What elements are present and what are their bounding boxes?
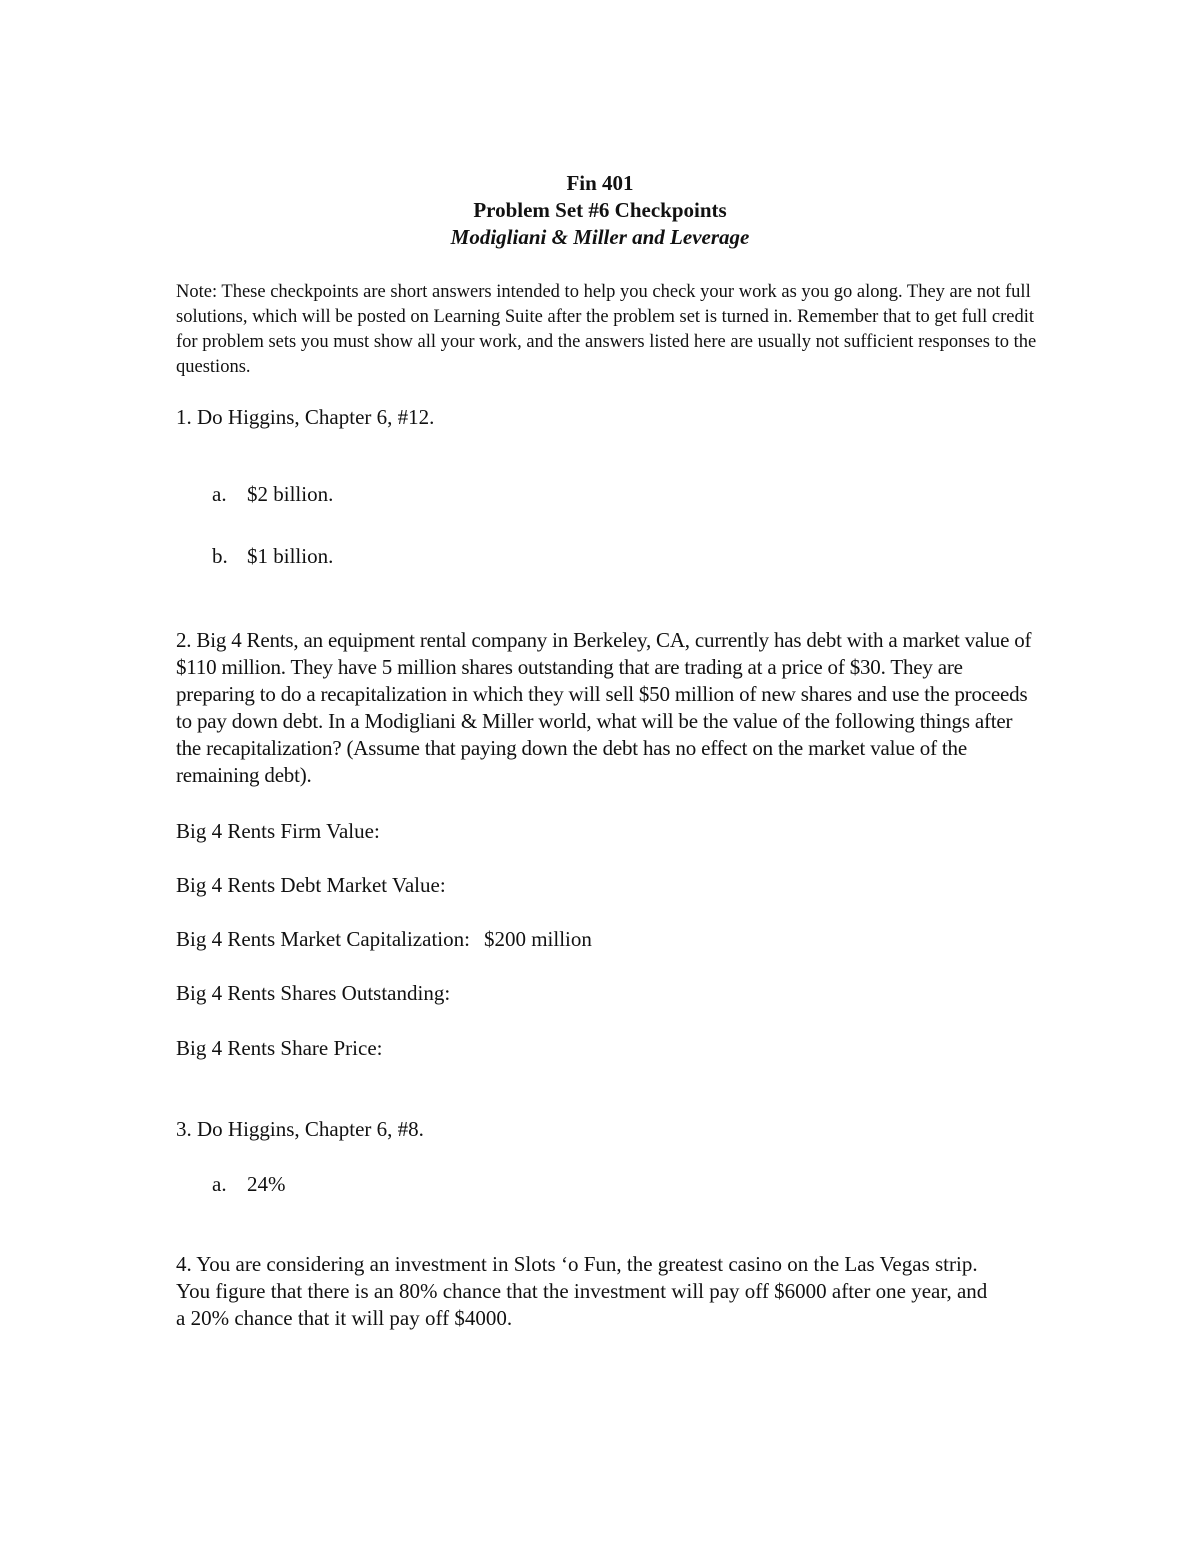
field-firm-value (176, 818, 394, 845)
field-label: Big 4 Rents Share Price: (176, 1036, 383, 1060)
note-paragraph: Note: These checkpoints are short answers intended to help you check your work as you go along. They are not full solutions, which will be posted on Learning Suite after the problem set is turned in. Remember that to get full credit for problem sets you must show all your work, and the answers listed here are usually not sufficient responses to the questions. (176, 282, 1037, 377)
question-2: 2. Big 4 Rents, an equipment rental company in Berkeley, CA, currently has debt with a market value of $110 million. They have 5 million shares outstanding that are trading at a price of $30. They are preparing to do a recapitalization in which they will sell $50 million of new shares and use the proceeds to pay down debt. In a Modigliani & Miller world, what will be the value of the following things after the recapitalization? (Assume that paying down the debt has no effect on the market value of the remaining debt). (176, 628, 1032, 787)
field-label: Big 4 Rents Debt Market Value: (176, 873, 446, 897)
question-1: 1. Do Higgins, Chapter 6, #12. (176, 405, 435, 429)
field-value: $200 million (483, 927, 592, 951)
answer-value: $2 billion. (247, 482, 334, 506)
field-shares-outstanding (176, 980, 464, 1007)
field-share-price (176, 1035, 396, 1062)
field-market-capitalization (176, 926, 592, 953)
question-3: 3. Do Higgins, Chapter 6, #8. (176, 1117, 424, 1141)
question-4: 4. You are considering an investment in Slots ‘o Fun, the greatest casino on the Las Vegas strip. You figure that there is an 80% chance that the investment will pay off $6000 after one year, and a 20% chance that it will pay off $4000. (176, 1252, 988, 1330)
course-title: Fin 401 (566, 171, 634, 195)
answer-value: $1 billion. (247, 544, 334, 568)
answer-letter: a. (212, 1172, 227, 1196)
field-label: Big 4 Rents Firm Value: (176, 819, 380, 843)
answer-value: 24% (247, 1172, 286, 1196)
field-label: Big 4 Rents Market Capitalization: (176, 927, 470, 951)
document-subtitle: Modigliani & Miller and Leverage (450, 225, 750, 249)
problem-set-title: Problem Set #6 Checkpoints (473, 198, 727, 222)
field-debt-market-value (176, 872, 460, 899)
answer-letter: a. (212, 482, 227, 506)
field-label: Big 4 Rents Shares Outstanding: (176, 981, 451, 1005)
answer-letter: b. (212, 544, 228, 568)
